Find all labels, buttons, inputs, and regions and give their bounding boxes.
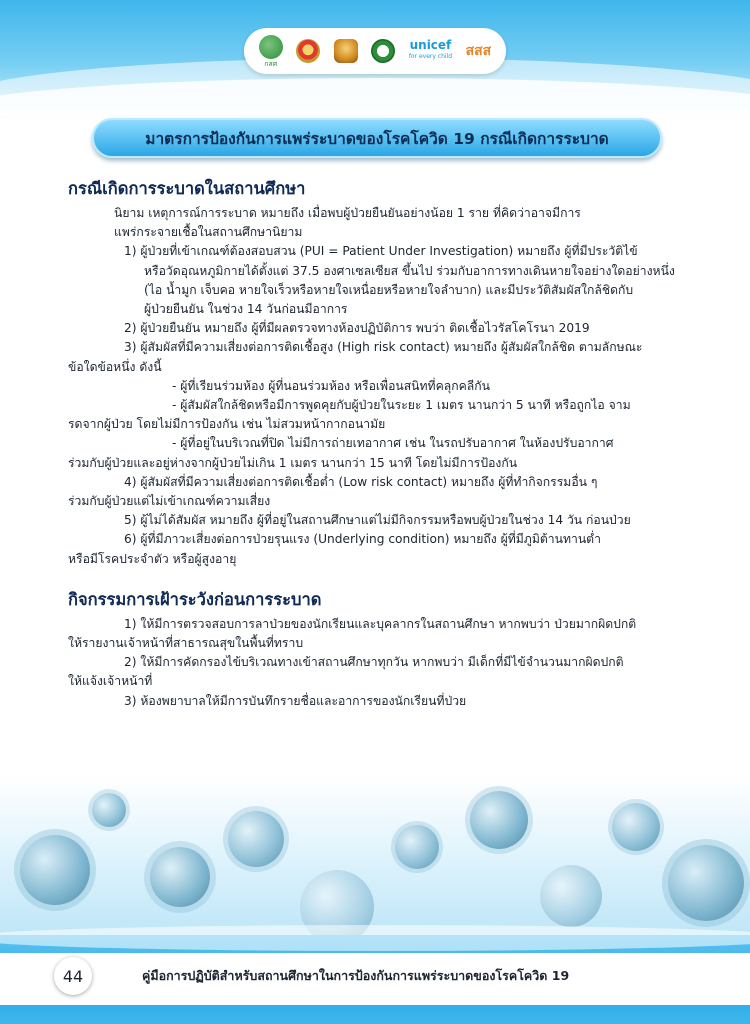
- list-item: 2) ให้มีการคัดกรองไข้บริเวณทางเข้าสถานศึกษาทุกวัน หากพบว่า มีเด็กที่มีไข้จำนวนมากผิดปกติ: [124, 655, 624, 670]
- virus-illustration: [0, 775, 750, 935]
- dash-item: - ผู้ที่เรียนร่วมห้อง ผู้ที่นอนร่วมห้อง หรือเพื่อนสนิทที่คลุกคลีกัน: [172, 378, 490, 393]
- list-item: 5) ผู้ไม่ได้สัมผัส หมายถึง ผู้ที่อยู่ในสถานศึกษาแต่ไม่มีกิจกรรมหรือพบผู้ป่วยในช่วง 14 วัน ก่อนป่วย: [124, 513, 631, 528]
- virus-icon: [92, 793, 126, 827]
- dash-item-continuation: รดจากผู้ป่วย โดยไม่มีการป้องกัน เช่น ไม่สวมหน้ากากอนามัย: [68, 417, 386, 432]
- page-number: 44: [62, 966, 84, 986]
- dash-item-continuation: ร่วมกับผู้ป่วยและอยู่ห่างจากผู้ป่วยไม่เกิน 1 เมตร นานกว่า 15 นาที โดยไม่มีการป้องกัน: [68, 455, 518, 470]
- definition-line: แพร่กระจายเชื้อในสถานศึกษานิยาม: [114, 225, 303, 240]
- virus-icon: [470, 791, 528, 849]
- list-item: 3) ผู้สัมผัสที่มีความเสี่ยงต่อการติดเชื้อสูง (High risk contact) หมายถึง ผู้สัมผัสใกล้ชิด ตามลักษณะ: [124, 340, 643, 355]
- list-item: 1) ผู้ป่วยที่เข้าเกณฑ์ต้องสอบสวน (PUI = Patient Under Investigation) หมายถึง ผู้ที่มีประวัติไข้: [124, 244, 638, 259]
- list-item-continuation: (ไอ น้ำมูก เจ็บคอ หายใจเร็วหรือหายใจเหนื่อยหรือหายใจลำบาก) และมีประวัติสัมผัสใกล้ชิดกับ: [144, 282, 634, 297]
- main-content: [68, 178, 684, 711]
- list-item: 4) ผู้สัมผัสที่มีความเสี่ยงต่อการติดเชื้อต่ำ (Low risk contact) หมายถึง ผู้ที่ทำกิจกรรมอื่น ๆ: [124, 474, 598, 489]
- list-item-continuation: ให้รายงานเจ้าหน้าที่สาธารณสุขในพื้นที่ทราบ: [68, 636, 304, 651]
- thaihealth-logo: [466, 40, 492, 62]
- unicef-wordmark: unicef: [409, 38, 452, 52]
- virus-icon: [395, 825, 439, 869]
- virus-icon: [612, 803, 660, 851]
- definition-line: นิยาม เหตุการณ์การระบาด หมายถึง เมื่อพบผู้ป่วยยืนยันอย่างน้อย 1 ราย ที่คิดว่าอาจมีการ: [114, 206, 581, 220]
- virus-icon: [540, 865, 602, 927]
- red-cross-seal-icon: [296, 39, 320, 63]
- gpo-logo-mark: [259, 35, 283, 59]
- list-item: 1) ให้มีการตรวจสอบการลาป่วยของนักเรียนและบุคลากรในสถานศึกษา หากพบว่า ป่วยมากผิดปกติ: [124, 616, 637, 631]
- book-title: คู่มือการปฏิบัติสำหรับสถานศึกษาในการป้องกันการแพร่ระบาดของโรคโควิด 19: [142, 968, 570, 983]
- list-item-continuation: หรือวัดอุณหภูมิกายได้ตั้งแต่ 37.5 องศาเซลเซียส ขึ้นไป ร่วมกับอาการทางเดินหายใจอย่างใดอย่างหนึ่ง: [144, 263, 675, 278]
- dash-item: - ผู้สัมผัสใกล้ชิดหรือมีการพูดคุยกับผู้ป่วยในระยะ 1 เมตร นานกว่า 5 นาที หรือถูกไอ จาม: [172, 398, 631, 413]
- section-heading-outbreak: กรณีเกิดการระบาดในสถานศึกษา: [68, 179, 306, 198]
- list-item-continuation: ร่วมกับผู้ป่วยแต่ไม่เข้าเกณฑ์ความเสี่ยง: [68, 494, 271, 509]
- virus-icon: [150, 847, 210, 907]
- page-title: มาตรการป้องกันการแพร่ระบาดของโรคโควิด 19 กรณีเกิดการระบาด: [145, 129, 609, 148]
- virus-icon: [20, 835, 90, 905]
- list-item-continuation: ให้แจ้งเจ้าหน้าที่: [68, 674, 153, 689]
- moph-emblem-icon: [371, 39, 395, 63]
- section-gap: [68, 569, 684, 589]
- list-item: 2) ผู้ป่วยยืนยัน หมายถึง ผู้ที่มีผลตรวจทางห้องปฏิบัติการ พบว่า ติดเชื้อไวรัสโคโรนา 2019: [124, 321, 590, 336]
- list-item-continuation: ผู้ป่วยยืนยัน ในช่วง 14 วันก่อนมีอาการ: [144, 302, 348, 317]
- footer-wave: [0, 925, 750, 951]
- title-pill: [92, 118, 662, 158]
- dash-item: - ผู้ที่อยู่ในบริเวณที่ปิด ไม่มีการถ่ายเทอากาศ เช่น ในรถปรับอากาศ ในห้องปรับอากาศ: [172, 436, 614, 451]
- partner-logo-bar: [244, 28, 506, 74]
- unicef-logo: [409, 39, 452, 63]
- section-heading-surveillance: กิจกรรมการเฝ้าระวังก่อนการระบาด: [68, 589, 322, 609]
- list-item: 6) ผู้ที่มีภาวะเสี่ยงต่อการป่วยรุนแรง (Underlying condition) หมายถึง ผู้ที่มีภูมิต้านทานต่ำ: [124, 532, 601, 547]
- emblem-mark: [334, 39, 358, 63]
- list-item-continuation: ข้อใดข้อหนึ่ง ดังนี้: [68, 359, 162, 374]
- list-item: 3) ห้องพยาบาลให้มีการบันทึกรายชื่อและอาการของนักเรียนที่ป่วย: [124, 693, 467, 708]
- unicef-tagline: for every child: [408, 53, 453, 60]
- gpo-logo: [259, 35, 283, 68]
- virus-icon: [228, 811, 284, 867]
- obec-emblem-icon: [334, 39, 358, 63]
- thaihealth-wordmark: สสส: [465, 43, 492, 59]
- title-banner: [92, 118, 662, 162]
- emblem-mark: [371, 39, 395, 63]
- gpo-logo-caption: กสศ: [264, 59, 278, 68]
- virus-icon: [668, 845, 744, 921]
- seal-mark: [296, 39, 320, 63]
- page-number-badge: [54, 957, 92, 995]
- list-item-continuation: หรือมีโรคประจำตัว หรือผู้สูงอายุ: [68, 551, 237, 566]
